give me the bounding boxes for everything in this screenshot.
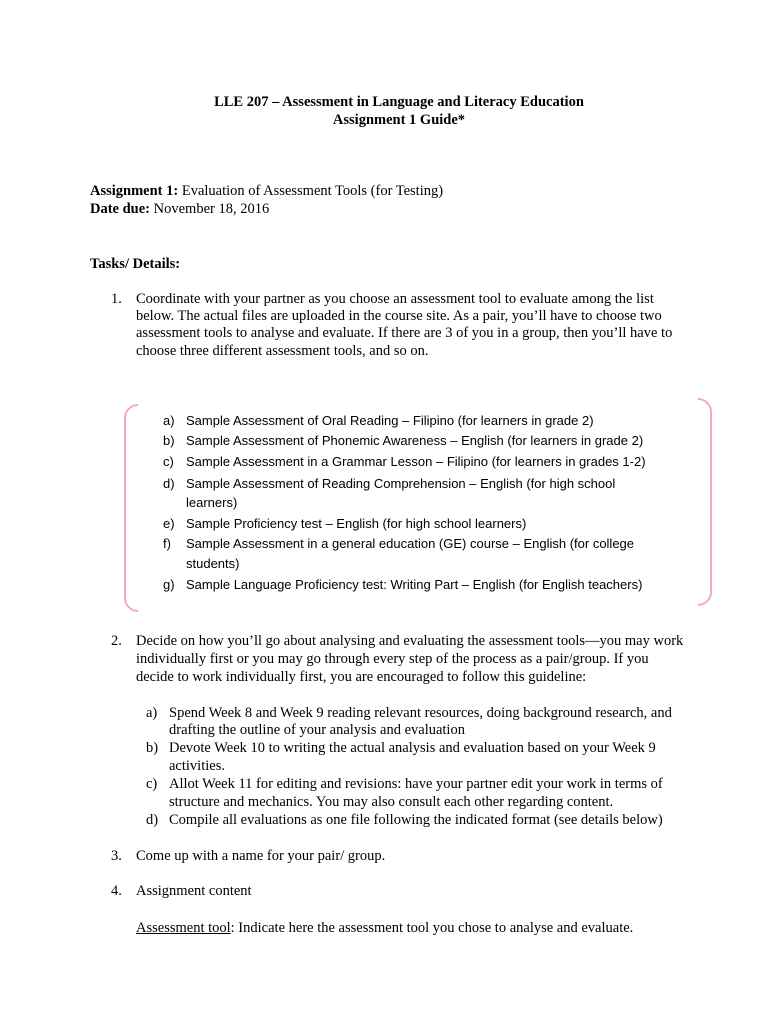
list-item-continued: students) xyxy=(186,556,240,571)
list-item-continued: learners) xyxy=(186,495,238,510)
list-item: Sample Assessment of Phonemic Awareness – English (for learners in grade 2) xyxy=(186,433,644,448)
due-line xyxy=(90,201,269,218)
tool-letter: c) xyxy=(163,454,174,469)
step-line: Devote Week 10 to writing the actual analysis and evaluation based on your Week 9 xyxy=(169,740,656,756)
list-item: Sample Assessment in a general education (GE) course – English (for college xyxy=(186,536,635,551)
tool-letter: a) xyxy=(163,413,175,428)
task4-number: 4. xyxy=(111,883,122,899)
left-bracket xyxy=(124,404,138,612)
assessment-tool-label: Assessment tool xyxy=(136,920,231,936)
step-line: Compile all evaluations as one file following the indicated format (see details below) xyxy=(169,812,663,828)
course-title: LLE 207 – Assessment in Language and Literacy Education xyxy=(214,94,584,110)
list-item: Sample Language Proficiency test: Writing Part – English (for English teachers) xyxy=(186,577,643,592)
tasks-heading: Tasks/ Details: xyxy=(90,256,181,272)
task3-text: Come up with a name for your pair/ group. xyxy=(136,848,386,864)
assignment-label: Assignment 1: xyxy=(90,183,179,199)
tool-letter: f) xyxy=(163,536,171,551)
task1-line: Coordinate with your partner as you choose an assessment tool to evaluate among the list xyxy=(136,291,654,307)
task2-line: individually first or you may go through every step of the process as a pair/group. If you xyxy=(136,651,649,667)
step-letter: b) xyxy=(146,740,159,756)
task1-line: assessment tools to analyse and evaluate. If there are 3 of you in a group, then you’ll have to xyxy=(136,325,673,341)
task1-line: below. The actual files are uploaded in the course site. As a pair, you’ll have to choose two xyxy=(136,308,662,324)
step-letter: a) xyxy=(146,705,158,721)
task2-line: Decide on how you’ll go about analysing and evaluating the assessment tools—you may work xyxy=(136,633,684,649)
step-line: Allot Week 11 for editing and revisions: have your partner edit your work in terms of xyxy=(169,776,663,792)
step-letter: d) xyxy=(146,812,159,828)
assessment-tool-text: : Indicate here the assessment tool you chose to analyse and evaluate. xyxy=(230,920,634,936)
task4-text: Assignment content xyxy=(136,883,252,899)
list-item: Sample Assessment of Oral Reading – Filipino (for learners in grade 2) xyxy=(186,413,594,428)
step-line: drafting the outline of your analysis and evaluation xyxy=(169,722,465,738)
task2-line: decide to work individually first, you are encouraged to follow this guideline: xyxy=(136,669,587,685)
list-item: Sample Assessment of Reading Comprehension – English (for high school xyxy=(186,476,616,491)
tool-letter: g) xyxy=(163,577,175,592)
step-letter: c) xyxy=(146,776,158,792)
right-bracket xyxy=(698,398,712,606)
guide-title: Assignment 1 Guide* xyxy=(332,112,466,128)
tool-letter: d) xyxy=(163,476,175,491)
step-line: structure and mechanics. You may also consult each other regarding content. xyxy=(169,794,614,810)
tool-letter: b) xyxy=(163,433,175,448)
task1-number: 1. xyxy=(111,291,122,307)
assignment-value: Evaluation of Assessment Tools (for Testing) xyxy=(181,183,444,199)
assessment-tool-line xyxy=(136,920,633,937)
list-item: Sample Proficiency test – English (for high school learners) xyxy=(186,516,527,531)
step-line: Spend Week 8 and Week 9 reading relevant resources, doing background research, and xyxy=(169,705,672,721)
task1-line: choose three different assessment tools, and so on. xyxy=(136,343,429,359)
task2-number: 2. xyxy=(111,633,122,649)
due-value: November 18, 2016 xyxy=(153,201,270,217)
list-item: Sample Assessment in a Grammar Lesson – Filipino (for learners in grades 1-2) xyxy=(186,454,646,469)
assignment-line xyxy=(90,183,443,200)
step-line: activities. xyxy=(169,758,225,774)
due-label: Date due: xyxy=(90,201,151,217)
tool-letter: e) xyxy=(163,516,175,531)
task3-number: 3. xyxy=(111,848,122,864)
